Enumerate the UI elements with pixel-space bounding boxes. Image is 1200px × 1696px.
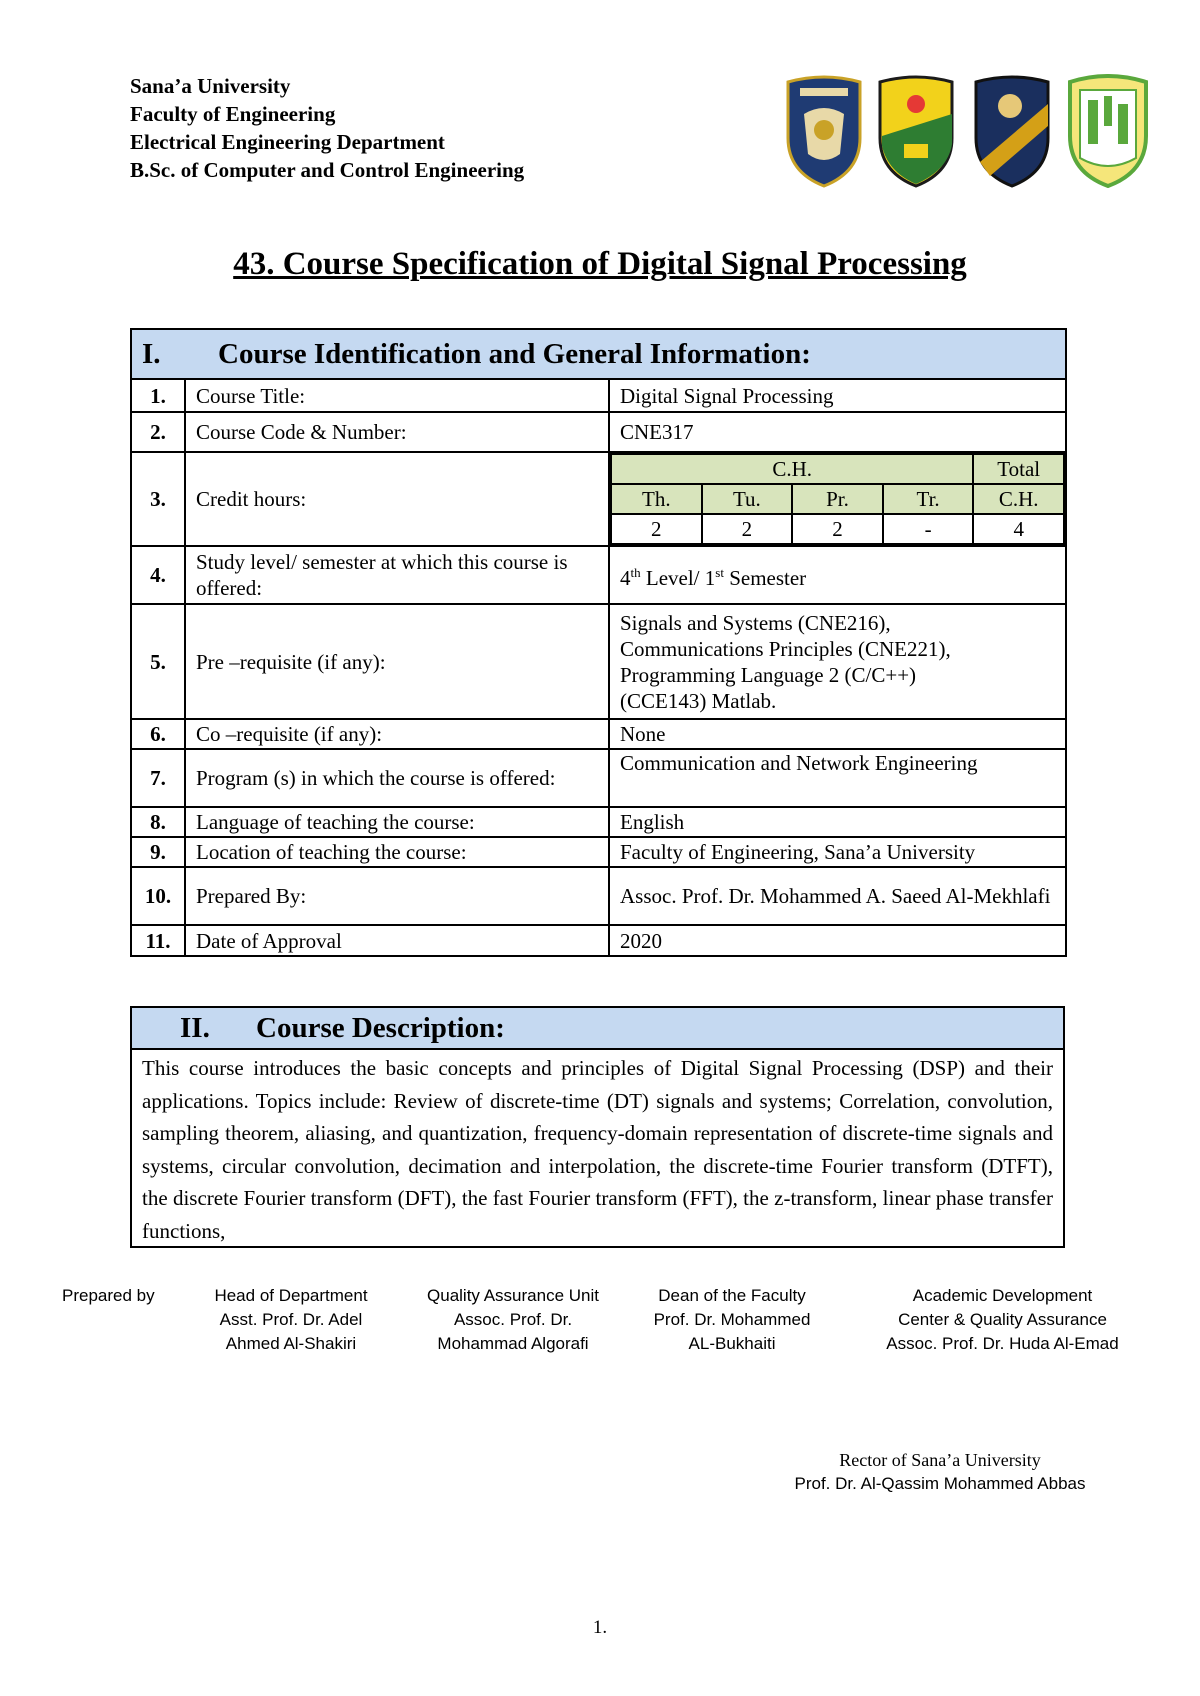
section-title: Course Identification and General Information: [218,338,811,370]
signature-dean: Dean of the Faculty Prof. Dr. Mohammed AL-Bukhaiti [653,1286,811,1353]
row-label: Program (s) in which the course is offered: [185,749,609,807]
table-row [131,837,1066,867]
row-number: 9. [131,837,185,867]
tu-value: 2 [702,514,793,544]
row-value: CNE317 [609,412,1066,452]
row-value: 4th Level/ 1st Semester [609,546,1066,604]
signature-prepared-by: Prepared by [62,1286,155,1305]
row-label: Prepared By: [185,867,609,925]
section-heading [131,329,1066,379]
engineering-faculty-logo [970,74,1054,188]
pr-header: Pr. [792,484,883,514]
table-row [131,379,1066,412]
document-title: 43. Course Specification of Digital Signal Processing [233,246,967,282]
total-header: Total [973,454,1064,484]
tr-value: - [883,514,974,544]
credit-hours-row [131,452,1066,546]
table-row [131,546,1066,604]
rector-title: Rector of Sana’a University [839,1450,1041,1470]
row-label: Course Code & Number: [185,412,609,452]
department-name: Electrical Engineering Department [130,130,445,154]
row-number: 2. [131,412,185,452]
row-value: Faculty of Engineering, Sana’a University [609,837,1066,867]
row-number: 4. [131,546,185,604]
row-label: Credit hours: [185,452,609,546]
table-row [131,719,1066,749]
rector-name: Prof. Dr. Al-Qassim Mohammed Abbas [794,1474,1086,1493]
row-value: English [609,807,1066,837]
section-heading-row [131,329,1066,379]
total-ch-header: C.H. [973,484,1064,514]
row-number: 3. [131,452,185,546]
table-row [131,604,1066,719]
row-value: Signals and Systems (CNE216), Communications Principles (CNE221), Programming Language 2 (C/C++) (CCE143) Matlab. [609,604,1066,719]
th-value: 2 [611,514,702,544]
table-row [131,749,1066,807]
credit-hours-cell [609,452,1066,546]
row-number: 1. [131,379,185,412]
signature-quality-assurance-unit: Quality Assurance Unit Assoc. Prof. Dr. Mohammad Algorafi [427,1286,599,1353]
signature-head-of-department: Head of Department Asst. Prof. Dr. Adel Ahmed Al-Shakiri [214,1286,368,1353]
row-label: Location of teaching the course: [185,837,609,867]
page-number: 1. [592,1617,608,1638]
tr-header: Tr. [883,484,974,514]
row-number: 6. [131,719,185,749]
sanaa-university-logo [782,74,866,188]
tu-header: Tu. [702,484,793,514]
section-heading [132,1008,1063,1050]
total-value: 4 [973,514,1064,544]
institution-header [130,72,524,184]
course-identification-table [130,328,1067,957]
row-value: Communication and Network Engineering [609,749,1066,807]
logo-strip [782,74,1152,192]
row-value: 2020 [609,925,1066,956]
course-description-text: This course introduces the basic concepts and principles of Digital Signal Processing (DSP) and their applications. Topics include: Review of discrete-time (DT) signals and systems; Correlation, convolution, sampling theorem, aliasing, and quantization, frequency-domain representation of discrete-time signals and systems, circular convolution, decimation and interpolation, the discrete-time Fourier transform (DTFT), the discrete Fourier transform (DFT), the fast Fourier transform (FFT), the z-transform, linear phase transfer functions, [142,1056,1053,1243]
row-value: None [609,719,1066,749]
row-label: Co –requisite (if any): [185,719,609,749]
pr-value: 2 [792,514,883,544]
row-value: Assoc. Prof. Dr. Mohammed A. Saeed Al-Mekhlafi [609,867,1066,925]
row-label: Date of Approval [185,925,609,956]
ch-header: C.H. [611,454,973,484]
row-number: 11. [131,925,185,956]
faculty-name: Faculty of Engineering [130,102,336,126]
course-description-box [130,1006,1065,1248]
th-header: Th. [611,484,702,514]
row-number: 7. [131,749,185,807]
row-label: Language of teaching the course: [185,807,609,837]
university-name: Sana’a University [130,74,291,98]
table-row [131,412,1066,452]
row-number: 5. [131,604,185,719]
section-number: I. [142,338,161,370]
program-name: B.Sc. of Computer and Control Engineering [130,158,525,182]
table-row [131,925,1066,956]
credit-hours-table [610,453,1065,545]
green-faculty-logo [1066,74,1150,188]
row-label: Pre –requisite (if any): [185,604,609,719]
row-label: Study level/ semester at which this course is offered: [185,546,609,604]
faculty-logo [874,74,958,188]
section-number: II. [180,1012,210,1044]
row-number: 8. [131,807,185,837]
row-value: Digital Signal Processing [609,379,1066,412]
table-row [131,867,1066,925]
table-row [131,807,1066,837]
row-number: 10. [131,867,185,925]
signature-academic-development: Academic Development Center & Quality Assurance Assoc. Prof. Dr. Huda Al-Emad [886,1286,1119,1353]
section-title: Course Description: [256,1012,505,1044]
rector-signature [760,1448,1120,1496]
row-label: Course Title: [185,379,609,412]
